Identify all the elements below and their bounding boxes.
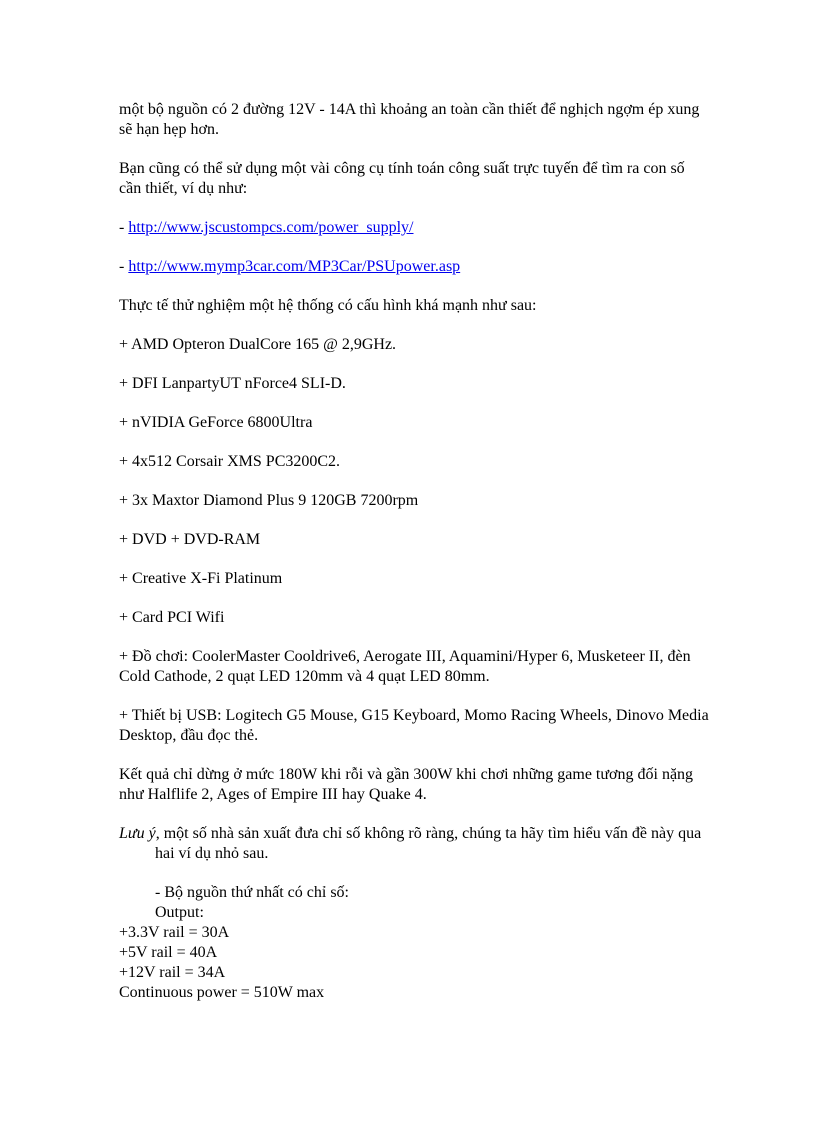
link-prefix: - — [119, 219, 129, 236]
link-line-mymp3car — [119, 257, 709, 277]
config-item: + nVIDIA GeForce 6800Ultra — [119, 414, 313, 431]
paragraph-psu-safety: một bộ nguồn có 2 đường 12V - 14A thì khoảng an toàn cần thiết để nghịch ngợm ép xung sẽ hạn hẹp hơn. — [119, 101, 700, 138]
paragraph-online-tools: Bạn cũng có thể sử dụng một vài công cụ tính toán công suất trực tuyến để tìm ra con số cần thiết, ví dụ như: — [119, 160, 685, 197]
paragraph-result: Kết quả chỉ dừng ở mức 180W khi rỗi và gần 300W khi chơi những game tương đối nặng như Halflife 2, Ages of Empire III hay Quake 4. — [119, 766, 694, 803]
paragraph-test-system: Thực tế thử nghiệm một hệ thống có cấu hình khá mạnh như sau: — [119, 297, 537, 314]
spec-line: +3.3V rail = 30A — [119, 924, 230, 941]
note-term: Lưu ý — [119, 825, 156, 842]
config-item: + Card PCI Wifi — [119, 609, 225, 626]
config-item: + Đồ chơi: CoolerMaster Cooldrive6, Aerogate III, Aquamini/Hyper 6, Musketeer II, đèn Cold Cathode, 2 quạt LED 120mm và 4 quạt LED 80mm. — [119, 648, 691, 685]
config-item: + 4x512 Corsair XMS PC3200C2. — [119, 453, 341, 470]
spec-line: +5V rail = 40A — [119, 944, 218, 961]
document-page — [119, 100, 709, 1003]
config-item: + 3x Maxtor Diamond Plus 9 120GB 7200rpm — [119, 492, 419, 509]
config-item: + DVD + DVD-RAM — [119, 531, 261, 548]
config-item: + AMD Opteron DualCore 165 @ 2,9GHz. — [119, 336, 397, 353]
config-item: + Thiết bị USB: Logitech G5 Mouse, G15 Keyboard, Momo Racing Wheels, Dinovo Media Desktop, đầu đọc thẻ. — [119, 707, 709, 744]
spec-output-label: Output: — [155, 904, 204, 921]
config-item: + DFI LanpartyUT nForce4 SLI-D. — [119, 375, 346, 392]
spec-block — [119, 883, 709, 1003]
note-text: , một số nhà sản xuất đưa chỉ số không rõ ràng, chúng ta hãy tìm hiểu vấn đề này qua hai ví dụ nhỏ sau. — [155, 825, 702, 862]
spec-line: +12V rail = 34A — [119, 964, 226, 981]
paragraph-note — [119, 824, 709, 864]
link-prefix: - — [119, 258, 129, 275]
link-jscustompcs[interactable]: http://www.jscustompcs.com/power_supply/ — [128, 219, 414, 236]
spec-line: Continuous power = 510W max — [119, 984, 325, 1001]
link-line-jscustompcs — [119, 218, 709, 238]
config-item: + Creative X-Fi Platinum — [119, 570, 283, 587]
spec-intro: - Bộ nguồn thứ nhất có chỉ số: — [155, 884, 349, 901]
link-mymp3car[interactable]: http://www.mymp3car.com/MP3Car/PSUpower.asp — [128, 258, 461, 275]
